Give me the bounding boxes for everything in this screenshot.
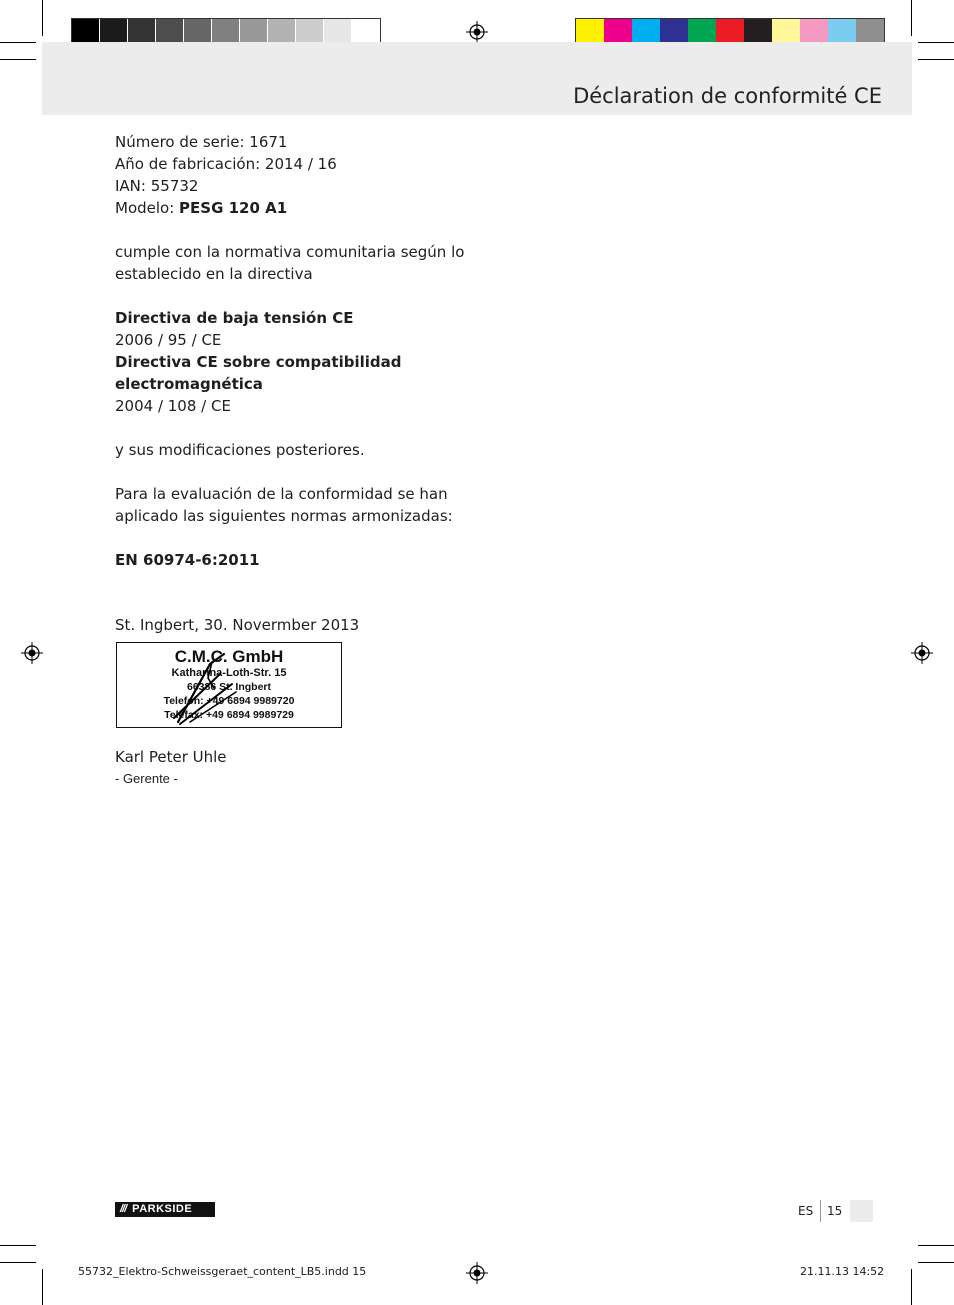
logo-brand: PARKSIDE [132, 1203, 193, 1215]
directive-number: 2004 / 108 / CE [115, 397, 231, 415]
stamp-company: C.M.C. GmbH [174, 647, 284, 666]
model-label: Modelo: [115, 199, 180, 217]
crop-mark [0, 42, 36, 43]
parkside-logo [115, 1202, 215, 1217]
standards-intro: aplicado las siguientes normas armonizadas: [115, 507, 453, 525]
directive-title: Directiva CE sobre compatibilidad [115, 353, 402, 371]
stamp-fax: Telefax: +49 6894 9989729 [164, 709, 294, 721]
slug-date-time: 21.11.13 14:52 [800, 1265, 885, 1278]
language-code: ES [798, 1204, 814, 1218]
logo-stripes: /// [120, 1203, 127, 1215]
registration-mark-icon [466, 21, 488, 43]
ian-number: IAN: 55732 [115, 177, 199, 195]
model-line [115, 197, 475, 219]
serial-number: Número de serie: 1671 [115, 133, 288, 151]
crop-mark [918, 1245, 954, 1246]
crop-mark [42, 0, 43, 36]
registration-mark-icon [21, 642, 43, 664]
directive-title: Directiva de baja tensión CE [115, 309, 354, 327]
signer-name: Karl Peter Uhle [115, 748, 227, 766]
harmonized-standard: EN 60974-6:2011 [115, 551, 260, 569]
crop-mark [0, 1262, 36, 1263]
declaration-body [115, 131, 475, 571]
page-title: Déclaration de conformité CE [573, 84, 882, 108]
crop-mark [911, 1269, 912, 1305]
compliance-text: cumple con la normativa comunitaria según lo [115, 243, 465, 261]
footer-divider [820, 1200, 821, 1222]
signature-icon [150, 648, 260, 728]
stamp-city: 66386 St. Ingbert [186, 681, 272, 693]
page-number: 15 [827, 1204, 843, 1218]
crop-mark [42, 1269, 43, 1305]
stamp-phone: Telefon: +49 6894 9989720 [163, 695, 295, 707]
registration-mark-icon [466, 1262, 488, 1284]
standards-intro: Para la evaluación de la conformidad se han [115, 485, 448, 503]
crop-mark [918, 59, 954, 60]
registration-mark-icon [911, 642, 933, 664]
page-number-box [850, 1200, 873, 1222]
stamp-street: Katharina-Loth-Str. 15 [171, 667, 287, 679]
slug-file-info: 55732_Elektro-Schweissgeraet_content_LB5.indd 15 [78, 1265, 367, 1278]
crop-mark [0, 59, 36, 60]
directive-title: electromagnética [115, 375, 263, 393]
place-date: St. Ingbert, 30. Novermber 2013 [115, 616, 360, 634]
crop-mark [0, 1245, 36, 1246]
crop-mark [918, 1262, 954, 1263]
crop-mark [911, 0, 912, 36]
compliance-text: establecido en la directiva [115, 265, 313, 283]
manufacture-year: Año de fabricación: 2014 / 16 [115, 155, 337, 173]
signer-role: - Gerente - [115, 771, 178, 786]
crop-mark [918, 42, 954, 43]
modifications-text: y sus modificaciones posteriores. [115, 441, 365, 459]
directive-number: 2006 / 95 / CE [115, 331, 222, 349]
model-value: PESG 120 A1 [179, 199, 288, 217]
